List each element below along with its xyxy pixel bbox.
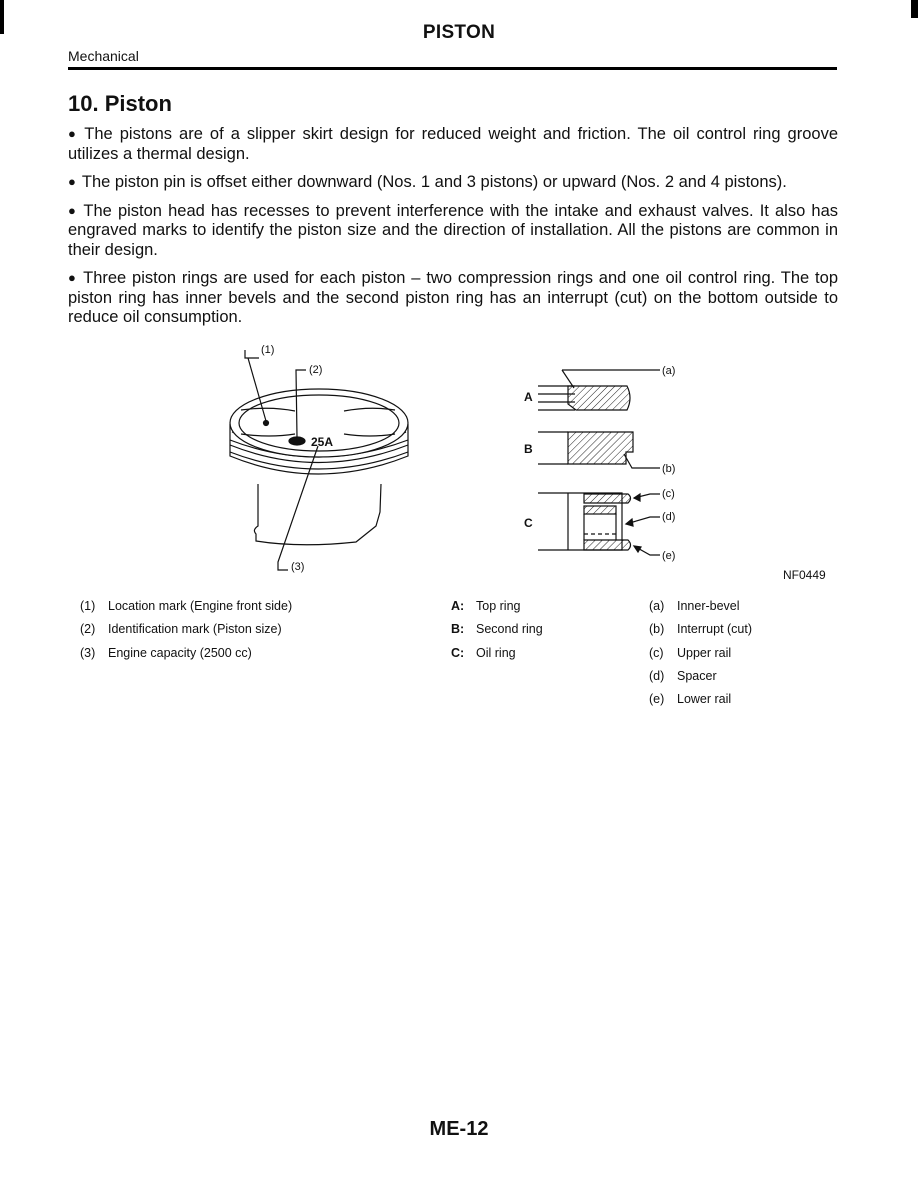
callout-c: (c) xyxy=(662,488,675,500)
legend-row: B: Second ring xyxy=(451,622,543,637)
page-title: PISTON xyxy=(422,22,496,43)
piston-ring-diagram xyxy=(0,336,918,596)
bullet-item: ● The piston pin is offset either downward (Nos. 1 and 3 pistons) or upward (Nos. 2 and 4 pistons). xyxy=(68,173,787,191)
figure-code: NF0449 xyxy=(783,568,826,582)
callout-2: (2) xyxy=(309,364,323,376)
ring-label-c: C xyxy=(524,516,533,530)
bullet-item: ● The piston head has recesses to prevent interference with the intake and exhaust valves. It also has engraved marks to identify the piston size and the direction of installation. All the pistons are common in their design. xyxy=(68,201,838,259)
legend-row: (d) Spacer xyxy=(649,668,717,683)
legend-piston-parts xyxy=(80,599,292,669)
legend-rings xyxy=(451,599,543,669)
bullet-item: ● The pistons are of a slipper skirt design for reduced weight and friction. The oil control ring groove utilizes a thermal design. xyxy=(68,125,838,163)
ring-label-b: B xyxy=(524,442,533,456)
page-number: ME-12 xyxy=(429,1118,489,1140)
bullet-dot-icon: ● xyxy=(68,270,78,285)
legend-row: (c) Upper rail xyxy=(649,645,732,660)
legend-row: (3) Engine capacity (2500 cc) xyxy=(80,645,252,660)
callout-b: (b) xyxy=(662,463,676,475)
section-title: 10. Piston xyxy=(68,91,172,116)
bullet-dot-icon: ● xyxy=(68,174,76,189)
header-divider xyxy=(68,67,837,70)
ring-sections xyxy=(538,370,660,555)
legend-row: (2) Identification mark (Piston size) xyxy=(80,622,282,637)
chapter-label: Mechanical xyxy=(68,48,139,64)
ring-label-a: A xyxy=(524,390,533,404)
legend-row: (b) Interrupt (cut) xyxy=(649,622,753,637)
bullet-dot-icon: ● xyxy=(68,126,79,141)
legend-row: C: Oil ring xyxy=(451,645,516,660)
bullet-dot-icon: ● xyxy=(68,202,78,218)
callout-e: (e) xyxy=(662,550,676,562)
legend-row: (e) Lower rail xyxy=(649,692,732,707)
callout-d: (d) xyxy=(662,511,676,523)
piston-drawing xyxy=(230,350,408,570)
legend-row: (1) Location mark (Engine front side) xyxy=(80,599,293,613)
callout-1: (1) xyxy=(261,344,275,356)
bullet-list xyxy=(68,124,838,336)
binding-mark-right xyxy=(911,0,918,18)
legend-ring-parts xyxy=(649,599,752,715)
bullet-item: ● Three piston rings are used for each piston – two compression rings and one oil control ring. The top piston ring has inner bevels and the second piston ring has an interrupt (cut) on the bottom outside to reduce oil consumption. xyxy=(68,269,838,326)
legend-row: A: Top ring xyxy=(451,599,521,613)
legend-row: (a) Inner-bevel xyxy=(649,599,740,613)
piston-marking-text: 25A xyxy=(311,435,334,449)
callout-a: (a) xyxy=(662,365,676,377)
callout-3: (3) xyxy=(291,561,305,573)
